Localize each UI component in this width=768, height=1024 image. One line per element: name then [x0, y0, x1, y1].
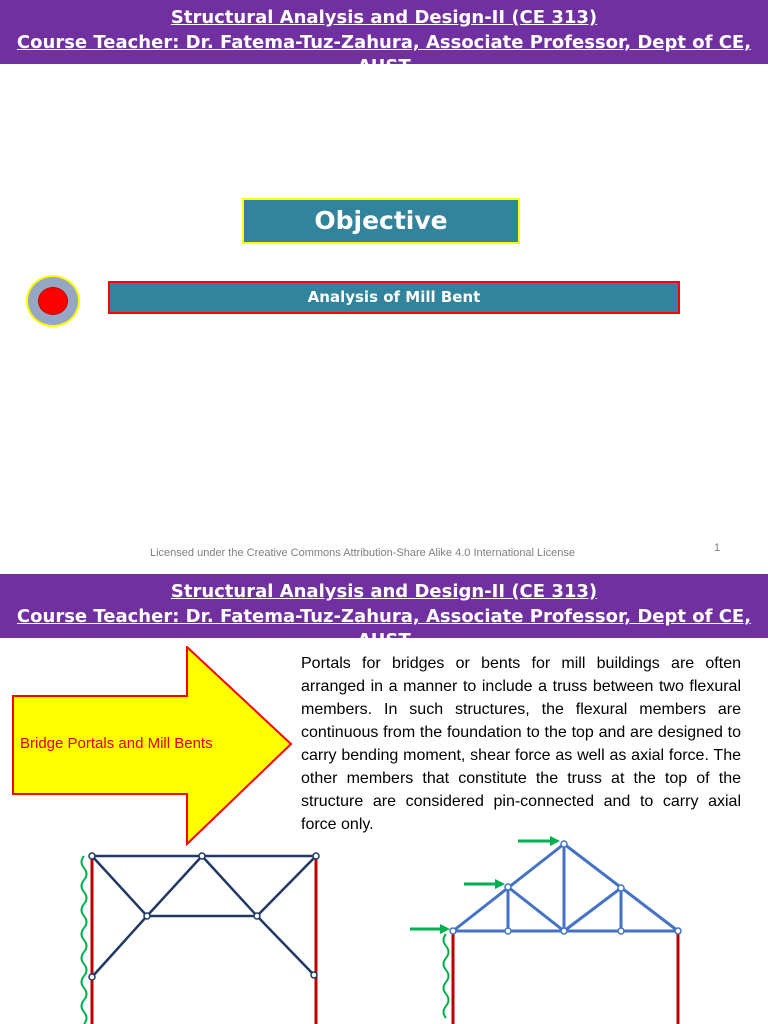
fixed-support-spring-icon: [82, 856, 87, 1024]
fixed-support-spring-icon: [444, 934, 449, 1018]
red-dot-icon: [38, 287, 68, 315]
license-text: Licensed under the Creative Commons Attribution-Share Alike 4.0 International License: [150, 547, 575, 559]
mill-bent-diagram: [410, 836, 681, 1024]
slide-gap: [0, 566, 768, 574]
arrow-label: Bridge Portals and Mill Bents: [20, 735, 213, 752]
course-title: Structural Analysis and Design-II (CE 313): [170, 7, 598, 28]
bullet-circle-icon: [26, 275, 80, 327]
portal-truss: [92, 856, 316, 977]
description-paragraph: Portals for bridges or bents for mill buildings are often arranged in a manner to include a truss between two flexural members. In such structures, the flexural members are continuous from the foundation to the top and are designed to carry bending moment, shear force as well as axial force. The other members that constitute the truss at the top of the structure are considered pin-connected and to carry axial force only.: [301, 655, 741, 833]
mill-bent-diagrams: [0, 836, 768, 1024]
roof-truss: [453, 844, 678, 931]
objective-item: Analysis of Mill Bent: [108, 281, 680, 314]
course-title: Structural Analysis and Design-II (CE 313): [170, 581, 598, 602]
objective-title: Objective: [242, 198, 520, 244]
lateral-load-arrows-icon: [410, 836, 560, 934]
portal-frame-diagram: [82, 853, 320, 1024]
slide-header: [0, 574, 768, 651]
page-number: 1: [714, 542, 721, 554]
slide-2: [0, 574, 768, 1024]
course-teacher: Course Teacher: Dr. Fatema-Tuz-Zahura, Associate Professor, Dept of CE, AUST: [16, 606, 752, 651]
slide-header: [0, 0, 768, 77]
course-teacher: Course Teacher: Dr. Fatema-Tuz-Zahura, Associate Professor, Dept of CE, AUST: [16, 32, 752, 77]
